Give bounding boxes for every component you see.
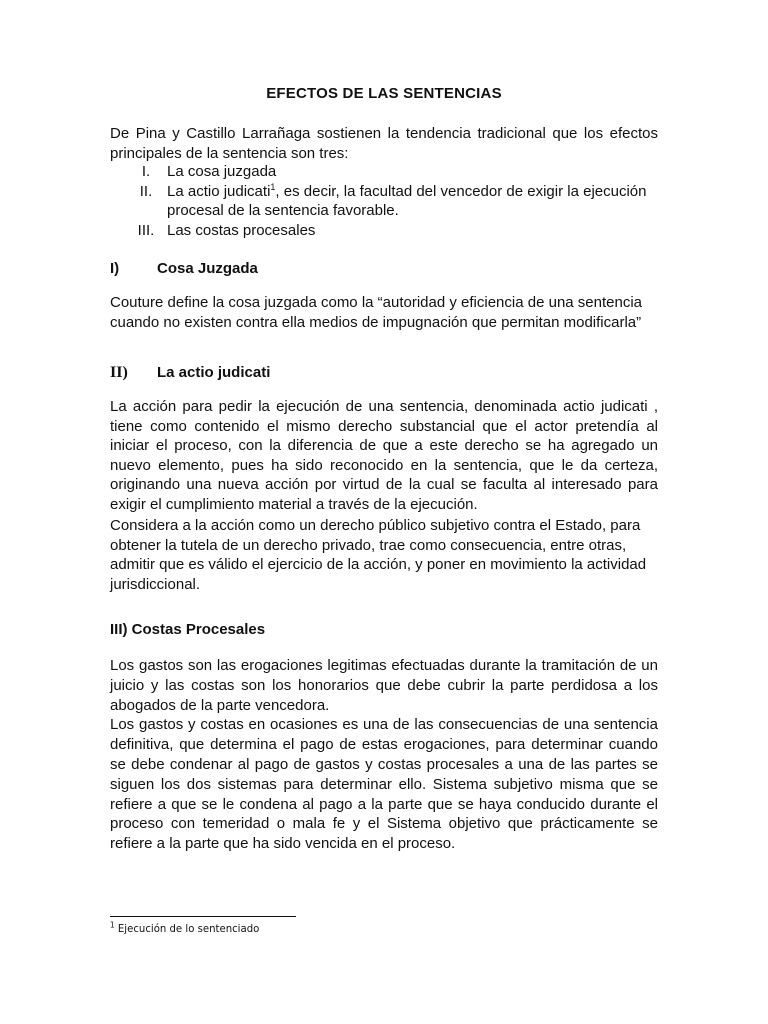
list-item-number: II. bbox=[139, 182, 153, 200]
intro-paragraph: De Pina y Castillo Larrañaga sostienen la tendencia tradicional que los efectos principales de la sentencia son tres: bbox=[110, 125, 658, 162]
section-title: La actio judicati bbox=[157, 364, 271, 381]
footnote-reference: 1 bbox=[270, 181, 276, 192]
section-number: I) bbox=[110, 260, 120, 277]
effects-list bbox=[110, 162, 658, 240]
list-item-number: I. bbox=[141, 163, 151, 180]
list-item-text: Las costas procesales bbox=[167, 221, 316, 239]
list-item-text-continued: , es decir, la facultad del vencedor de exigir la ejecución procesal de la sentencia favorable. bbox=[167, 182, 647, 219]
cosa-juzgada-paragraph: Couture define la cosa juzgada como la “autoridad y eficiencia de una sentencia cuando no existen contra ella medios de impugnación que permitan modificarla” bbox=[110, 294, 643, 331]
list-item bbox=[110, 221, 658, 241]
actio-judicati-paragraph-2: Considera a la acción como un derecho público subjetivo contra el Estado, para obtener la tutela de un derecho privado, trae como consecuencia, entre otras, admitir que es válido el ejercicio de la acción, y poner en movimiento la actividad jurisdiccional. bbox=[110, 517, 647, 593]
section-number: II) bbox=[110, 364, 128, 381]
list-item-number: III. bbox=[137, 221, 155, 239]
actio-judicati-paragraph-1: La acción para pedir la ejecución de una sentencia, denominada actio judicati , tiene como contenido el mismo derecho substancial que el actor pretendía al iniciar el proceso, con la diferencia de que a este derecho se ha agregado un nuevo elemento, pues ha sido reconocido en la sentencia, que le da certeza, originando una nueva acción por virtud de la cual se faculta al interesado para exigir el cumplimiento material a través de la ejecución. bbox=[110, 398, 658, 513]
footnote-separator bbox=[110, 916, 296, 917]
costas-procesales-text bbox=[110, 656, 658, 854]
section-title: III) Costas Procesales bbox=[110, 621, 266, 638]
section-heading-costas-procesales bbox=[110, 621, 265, 638]
costas-paragraph-b: Los gastos y costas en ocasiones es una de las consecuencias de una sentencia definitiva, que determina el pago de estas erogaciones, para determinar cuando se debe condenar al pago de gastos y costas procesales a una de las partes se siguen los dos sistemas para determinar ello. Sistema subjetivo misma que se refiere a que se le condena al pago a la parte que se haya conducido durante el proceso con temeridad o mala fe y el Sistema objetivo que prácticamente se refiere a la parte que ha sido vencida en el proceso. bbox=[110, 716, 658, 853]
list-item bbox=[110, 182, 658, 221]
section-heading-actio-judicati bbox=[110, 364, 270, 382]
footnote-mark: 1 bbox=[110, 920, 115, 930]
footnote-text: Ejecución de lo sentenciado bbox=[114, 922, 260, 935]
document-title: EFECTOS DE LAS SENTENCIAS bbox=[266, 85, 502, 102]
section-heading-cosa-juzgada bbox=[110, 260, 258, 277]
list-item-text: La cosa juzgada bbox=[167, 163, 277, 180]
list-item bbox=[110, 162, 658, 182]
footnote bbox=[110, 922, 259, 935]
list-item-text: La actio judicati bbox=[167, 182, 271, 200]
costas-paragraph-a: Los gastos son las erogaciones legitimas efectuadas durante la tramitación de un juicio y las costas son los honorarios que debe cubrir la parte perdidosa a los abogados de la parte vencedora. bbox=[110, 657, 658, 714]
section-title: Cosa Juzgada bbox=[157, 260, 258, 277]
